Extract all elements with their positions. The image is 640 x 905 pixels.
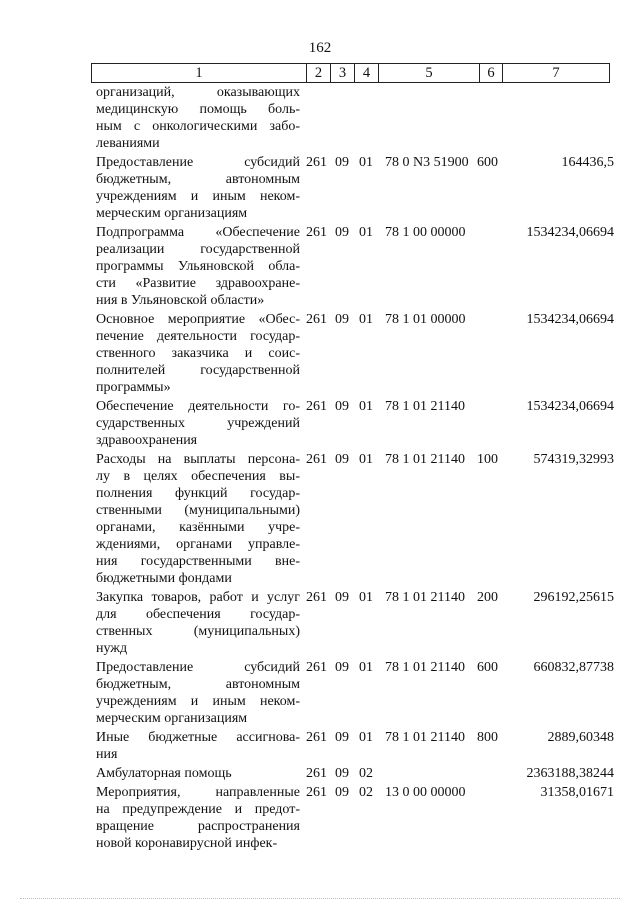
description-line: ственными (муниципальными) — [96, 503, 300, 518]
row-col-3: 09 — [335, 312, 349, 327]
description-line: Закупка товаров, работ и услуг — [96, 590, 300, 605]
header-col-1: 1 — [92, 64, 307, 83]
table-row — [0, 451, 640, 587]
description-line: для обеспечения государ- — [96, 607, 300, 622]
table-row — [0, 765, 640, 782]
description-line: сти «Развитие здравоохране- — [96, 276, 300, 291]
description-line: леваниями — [96, 136, 160, 151]
description-line: ждениями, органами управле- — [96, 537, 300, 552]
row-col-3: 09 — [335, 590, 349, 605]
description-line: здравоохранения — [96, 433, 198, 448]
description-line: ственных (муниципальных) — [96, 624, 300, 639]
row-description — [96, 154, 300, 222]
row-description — [96, 765, 300, 782]
description-line: мерческим организациям — [96, 206, 248, 221]
row-col-7: 296192,25615 — [533, 590, 614, 605]
row-col-2: 261 — [306, 785, 327, 800]
row-col-2: 261 — [306, 766, 327, 781]
row-col-2: 261 — [306, 452, 327, 467]
description-line: Расходы на выплаты персона- — [96, 452, 300, 467]
page-number: 162 — [308, 40, 332, 56]
description-line: реализации государственной — [96, 242, 300, 257]
description-line: на предупреждение и предот- — [96, 802, 300, 817]
description-line: ния государственными вне- — [96, 554, 300, 569]
row-col-4: 01 — [359, 225, 373, 240]
row-col-3: 09 — [335, 155, 349, 170]
row-col-4: 01 — [359, 399, 373, 414]
row-col-5: 13 0 00 00000 — [385, 785, 466, 800]
row-description — [96, 224, 300, 309]
row-col-4: 01 — [359, 660, 373, 675]
row-col-7: 1534234,06694 — [526, 312, 614, 327]
row-col-5: 78 1 01 21140 — [385, 590, 465, 605]
row-col-7: 660832,87738 — [533, 660, 614, 675]
row-col-6: 600 — [477, 155, 498, 170]
description-line: медицинскую помощь боль- — [96, 102, 300, 117]
row-col-5: 78 1 01 00000 — [385, 312, 466, 327]
description-line: ственного заказчика и соис- — [96, 346, 300, 361]
row-col-7: 31358,01671 — [540, 785, 614, 800]
description-line: органами, казёнными учре- — [96, 520, 300, 535]
row-description — [96, 84, 300, 152]
description-line: ния — [96, 747, 118, 762]
row-description — [96, 784, 300, 852]
row-col-6: 100 — [477, 452, 498, 467]
row-col-4: 01 — [359, 730, 373, 745]
description-line: Мероприятия, направленные — [96, 785, 300, 800]
header-col-6: 6 — [480, 64, 503, 83]
description-line: лу в целях обеспечения вы- — [96, 469, 300, 484]
row-description — [96, 398, 300, 449]
row-col-3: 09 — [335, 225, 349, 240]
row-col-2: 261 — [306, 730, 327, 745]
row-col-5: 78 0 N3 51900 — [385, 155, 469, 170]
description-line: вращение распространения — [96, 819, 300, 834]
description-line: нужд — [96, 641, 128, 656]
row-col-3: 09 — [335, 766, 349, 781]
table-row — [0, 659, 640, 727]
description-line: бюджетным, автономным — [96, 677, 300, 692]
row-description — [96, 659, 300, 727]
scan-edge-line — [20, 898, 620, 899]
row-col-4: 02 — [359, 766, 373, 781]
table-row — [0, 224, 640, 309]
header-col-7: 7 — [503, 64, 610, 83]
description-line: сударственных учреждений — [96, 416, 300, 431]
row-col-5: 78 1 00 00000 — [385, 225, 466, 240]
table-row — [0, 398, 640, 449]
description-line: Подпрограмма «Обеспечение — [96, 225, 300, 240]
row-col-2: 261 — [306, 399, 327, 414]
header-col-5: 5 — [379, 64, 480, 83]
column-header-table — [91, 63, 610, 83]
description-line: печение деятельности государ- — [96, 329, 300, 344]
row-description — [96, 589, 300, 657]
row-col-5: 78 1 01 21140 — [385, 399, 465, 414]
row-col-2: 261 — [306, 312, 327, 327]
row-col-3: 09 — [335, 660, 349, 675]
header-col-2: 2 — [307, 64, 331, 83]
description-line: бюджетным, автономным — [96, 172, 300, 187]
row-col-2: 261 — [306, 590, 327, 605]
row-col-7: 1534234,06694 — [526, 225, 614, 240]
row-col-3: 09 — [335, 785, 349, 800]
description-line: Предоставление субсидий — [96, 660, 300, 675]
row-description — [96, 311, 300, 396]
table-row — [0, 154, 640, 222]
row-col-7: 2889,60348 — [547, 730, 614, 745]
description-line: Амбулаторная помощь — [96, 766, 232, 781]
row-col-6: 200 — [477, 590, 498, 605]
description-line: бюджетными фондами — [96, 571, 232, 586]
row-col-6: 800 — [477, 730, 498, 745]
description-line: Обеспечение деятельности го- — [96, 399, 300, 414]
description-line: полнения функций государ- — [96, 486, 300, 501]
description-line: мерческим организациям — [96, 711, 248, 726]
table-row — [0, 589, 640, 657]
row-col-3: 09 — [335, 730, 349, 745]
description-line: полнителей государственной — [96, 363, 300, 378]
row-col-6: 600 — [477, 660, 498, 675]
row-description — [96, 451, 300, 587]
description-line: Предоставление субсидий — [96, 155, 300, 170]
row-col-2: 261 — [306, 660, 327, 675]
description-line: ным с онкологическими забо- — [96, 119, 300, 134]
description-line: программы» — [96, 380, 171, 395]
row-col-4: 01 — [359, 590, 373, 605]
row-col-2: 261 — [306, 155, 327, 170]
row-col-2: 261 — [306, 225, 327, 240]
row-description — [96, 729, 300, 763]
header-col-4: 4 — [355, 64, 379, 83]
row-col-7: 574319,32993 — [533, 452, 614, 467]
row-col-5: 78 1 01 21140 — [385, 452, 465, 467]
table-row — [0, 784, 640, 852]
row-col-3: 09 — [335, 399, 349, 414]
table-row — [0, 729, 640, 763]
row-col-4: 02 — [359, 785, 373, 800]
description-line: Иные бюджетные ассигнова- — [96, 730, 300, 745]
row-col-7: 1534234,06694 — [526, 399, 614, 414]
row-col-4: 01 — [359, 312, 373, 327]
description-line: ния в Ульяновской области» — [96, 293, 265, 308]
row-col-3: 09 — [335, 452, 349, 467]
table-row — [0, 84, 640, 152]
description-line: учреждениям и иным неком- — [96, 694, 300, 709]
row-col-5: 78 1 01 21140 — [385, 660, 465, 675]
description-line: организаций, оказывающих — [96, 85, 300, 100]
table-row — [0, 311, 640, 396]
row-col-7: 164436,5 — [561, 155, 614, 170]
description-line: программы Ульяновской обла- — [96, 259, 300, 274]
row-col-5: 78 1 01 21140 — [385, 730, 465, 745]
row-col-7: 2363188,38244 — [526, 766, 614, 781]
description-line: новой коронавирусной инфек- — [96, 836, 278, 851]
description-line: Основное мероприятие «Обес- — [96, 312, 300, 327]
header-col-3: 3 — [331, 64, 355, 83]
row-col-4: 01 — [359, 155, 373, 170]
row-col-4: 01 — [359, 452, 373, 467]
description-line: учреждениям и иным неком- — [96, 189, 300, 204]
